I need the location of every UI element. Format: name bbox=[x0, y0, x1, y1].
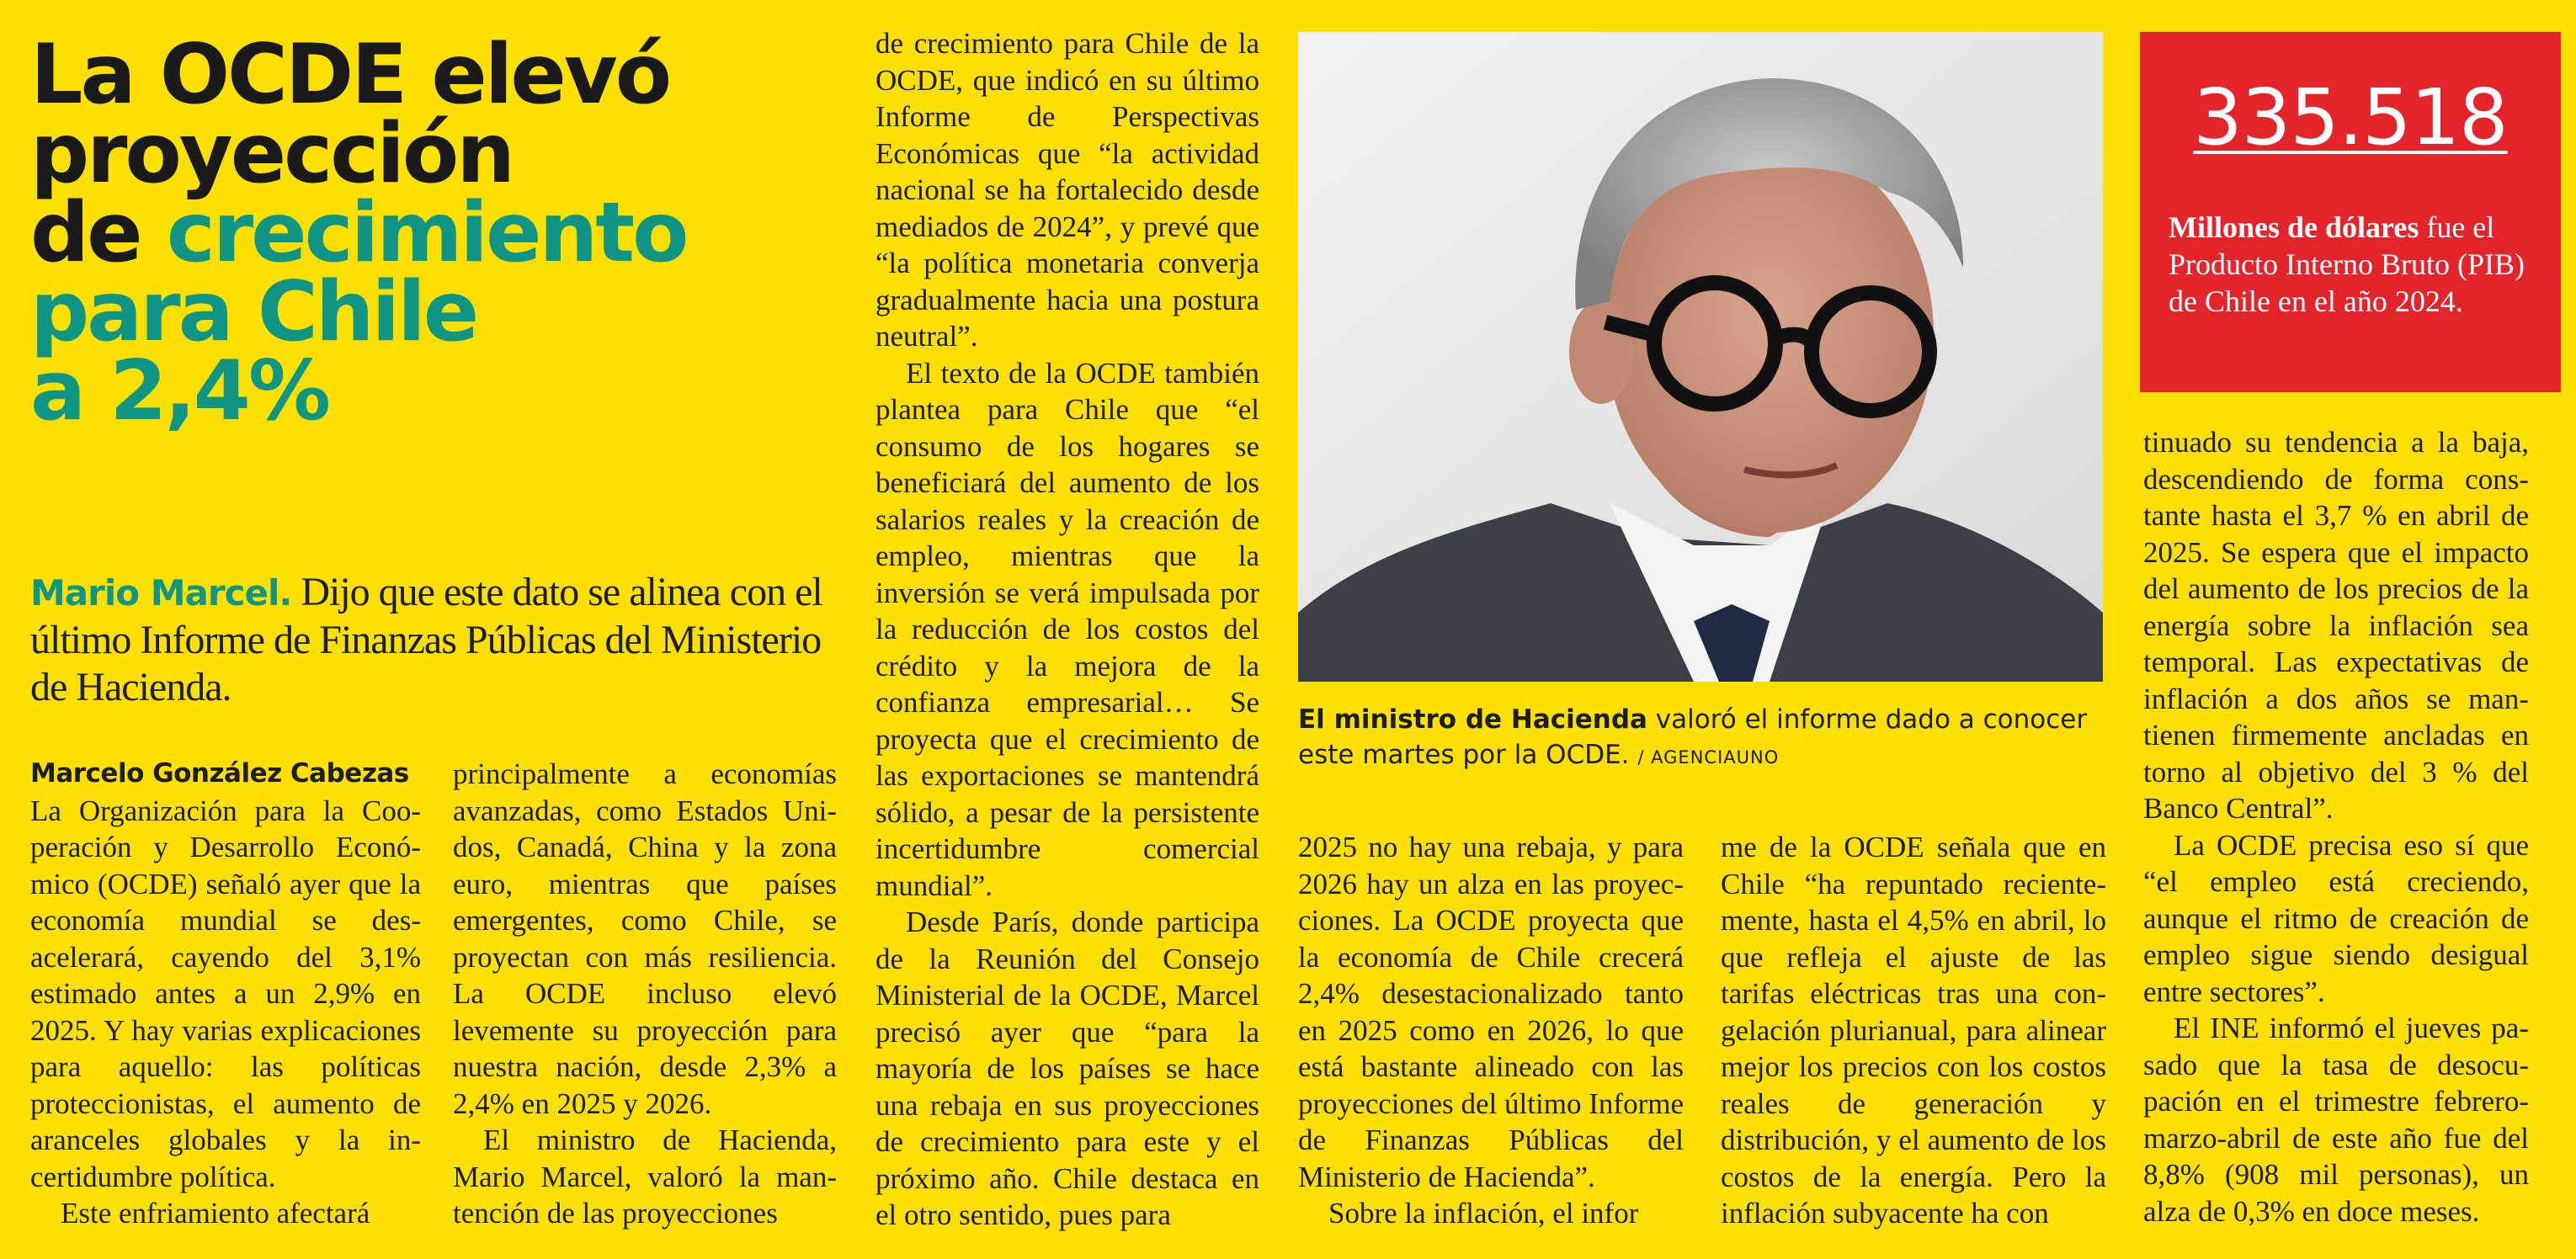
caption-lead: El ministro de Hacienda bbox=[1298, 704, 1647, 735]
article-column-4 bbox=[1298, 829, 1684, 1232]
byline: Marcelo González Cabezas bbox=[30, 758, 409, 789]
stat-description-text: fue el Producto Interno Bruto (PIB) de Chile en el año 2024. bbox=[2169, 210, 2525, 318]
deck-lead: Mario Marcel. bbox=[30, 572, 292, 614]
headline-line-4: para Chile bbox=[30, 264, 477, 360]
deck-text: Dijo que este dato se alinea con el último Informe de Finanzas Públicas del Ministerio de Hacienda. bbox=[30, 570, 822, 709]
article-paragraph: me de la OCDE señala que en Chile “ha repuntado recientemente, hasta el 4,5% en abril, lo que refleja el ajuste de las tarifas eléctricas tras una congelación plurianual, para alinear mejor los precios con los costos reales de generación y distribución, y el aumento de los costos de la energía. Pero la inflación subyacente ha con bbox=[1721, 831, 2106, 1230]
article-paragraph: El texto de la OCDE también plantea para Chile que “el consumo de los hogares se beneficiará del aumento de los salarios reales y la creación de empleo, mientras que la inversión se verá impulsada por la reducción de los costos del crédito y la mejora de la confianza empresarial… Se proyecta que el crecimiento de las exportaciones se mantendrá sólido, a pesar de la persistente incertidumbre comercial mundial”. bbox=[876, 356, 1259, 902]
article-paragraph: Este enfriamiento afectará bbox=[61, 1197, 370, 1230]
headline-line-3 bbox=[30, 185, 864, 281]
headline-line-2: proyección bbox=[30, 106, 514, 202]
article-paragraph: La OCDE precisa eso sí que “el empleo está creciendo, aunque el ritmo de creación de empleo sigue siendo desigual entre sectores”. bbox=[2143, 828, 2529, 1008]
article-paragraph: Desde París, donde participa de la Reunión del Consejo Ministerial de la OCDE, Marcel precisó ayer que “para la mayoría de los países se hace una rebaja en sus proyecciones de crecimiento para este y el próximo año. Chile destaca en el otro sentido, pues para bbox=[876, 906, 1259, 1231]
headline bbox=[30, 27, 864, 439]
headline-line-1: La OCDE elevó bbox=[30, 27, 670, 123]
article-paragraph: El INE informó el jueves pasado que la tasa de desocupación en el trimestre febrero-marzo-abril de este año fue del 8,8% (908 mil personas), un alza de 0,3% en doce meses. bbox=[2143, 1012, 2529, 1228]
article-paragraph: principalmente a economías avanzadas, como Estados Unidos, Canadá, China y la zona euro, mientras que países emergentes, como Chile, se proyectan con más resiliencia. La OCDE incluso elevó levemente su proyección para nuestra nación, desde 2,3% a 2,4% en 2025 y 2026. bbox=[453, 757, 837, 1120]
stat-box bbox=[2140, 32, 2561, 392]
article-column-6 bbox=[2143, 424, 2529, 1230]
minister-photo bbox=[1298, 32, 2103, 682]
stat-description-bold: Millones de dólares bbox=[2169, 210, 2419, 244]
article-paragraph: 2025 no hay una rebaja, y para 2026 hay un alza en las proyecciones. La OCDE proyecta que la economía de Chile crecerá 2,4% desestacionalizado tanto en 2025 como en 2026, lo que está bastante alineado con las proyecciones del último Informe de Finanzas Públicas del Ministerio de Hacienda”. bbox=[1298, 831, 1684, 1193]
caption-text: valoró el informe dado a conocer este martes por la OCDE. bbox=[1298, 704, 2088, 770]
deck bbox=[30, 569, 838, 711]
article-paragraph: La Organización para la Cooperación y Desarrollo Económico (OCDE) señaló ayer que la economía mundial se desacelerará, cayendo del 3,1% estimado antes a un 2,9% en 2025. Y hay varias explicaciones para aquello: las políticas proteccionistas, el aumento de aranceles globales y la incertidumbre política. bbox=[30, 794, 421, 1193]
article-paragraph: Sobre la inflación, el infor bbox=[1328, 1197, 1639, 1230]
article-paragraph: de crecimiento para Chile de la OCDE, que indicó en su último Informe de Perspectivas Económicas que “la actividad nacional se ha fortalecido desde mediados de 2024”, y prevé que “la política monetaria converja gradualmente hacia una postura neutral”. bbox=[876, 27, 1259, 353]
headline-line-5: a 2,4% bbox=[30, 343, 329, 439]
photo-caption bbox=[1298, 702, 2123, 775]
photo-credit: / AGENCIAUNO bbox=[1637, 747, 1780, 768]
minister-portrait-image bbox=[1298, 32, 2103, 682]
article-column-1 bbox=[30, 756, 421, 1232]
article-column-2 bbox=[453, 756, 837, 1232]
article-paragraph: El ministro de Hacienda, Mario Marcel, valoró la mantención de las proyecciones bbox=[453, 1124, 837, 1230]
article-column-5 bbox=[1721, 829, 2106, 1232]
article-column-3 bbox=[876, 25, 1259, 1234]
headline-line-3-teal: crecimiento bbox=[166, 185, 687, 281]
article-paragraph: tinuado su tendencia a la baja, descendiendo de forma constante hasta el 3,7 % en abril de 2025. Se espera que el impacto del aumento de los precios de la energía sobre la inflación sea temporal. Las expectativas de inflación a dos años se mantienen firmemente ancladas en torno al objetivo del 3 % del Banco Central”. bbox=[2143, 426, 2529, 825]
stat-number: 335.518 bbox=[2193, 72, 2508, 162]
stat-description bbox=[2169, 209, 2539, 320]
headline-line-3-dark: de bbox=[30, 185, 141, 281]
